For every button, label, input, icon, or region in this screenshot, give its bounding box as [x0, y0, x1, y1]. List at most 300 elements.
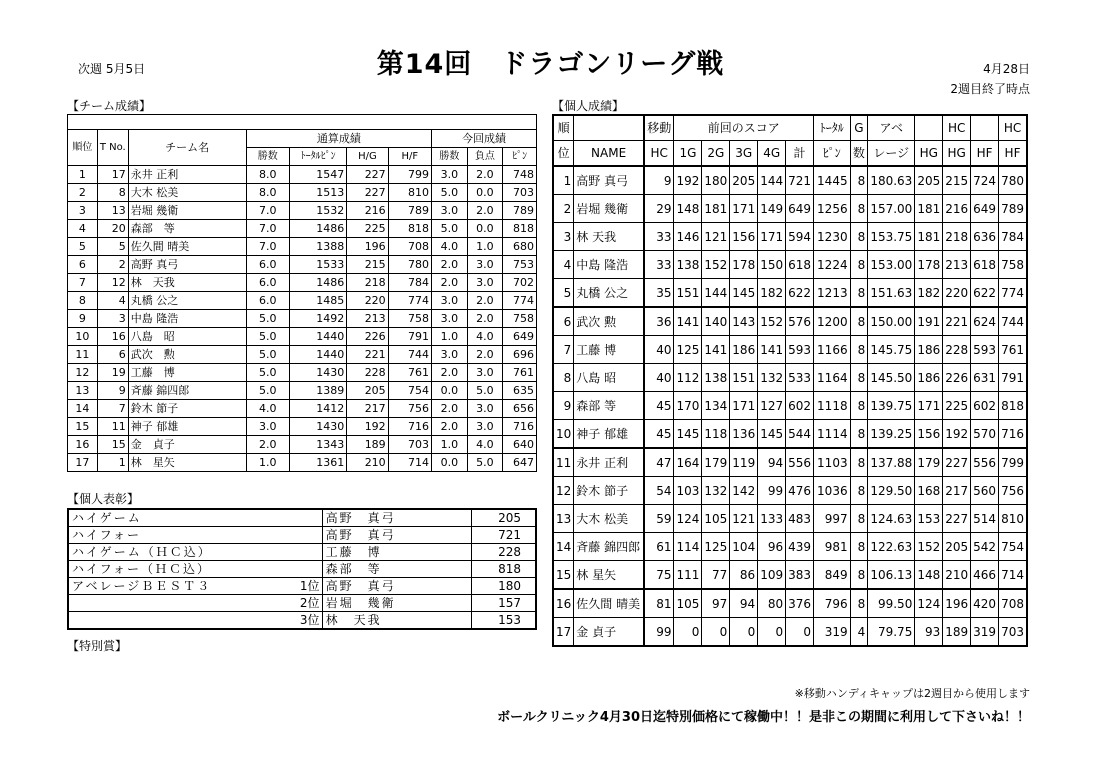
team-cell-l: 1.0: [467, 238, 503, 256]
indiv-cell-g4: 127: [758, 392, 786, 420]
indiv-cell-hchf: 714: [999, 561, 1027, 590]
indiv-row: [553, 618, 1027, 647]
indiv-cell-avg: 129.50: [868, 477, 915, 505]
team-cell-name: 金 貞子: [128, 436, 246, 454]
team-cell-no: 1: [97, 454, 128, 472]
team-cell-tp: 1343: [289, 436, 346, 454]
indiv-cell-hchf: 716: [999, 420, 1027, 449]
award-cell-pos: 1位: [282, 578, 322, 595]
col-hg-bot: HG: [915, 141, 943, 167]
indiv-cell-g2: 141: [702, 336, 730, 364]
col-avg-top: アベ: [868, 115, 915, 141]
indiv-cell-hchg: 189: [943, 618, 971, 647]
award-cell-cat: アベレージＢＥＳＴ３: [68, 578, 282, 595]
team-cell-name: 工藤 博: [128, 364, 246, 382]
indiv-cell-name: 神子 郁雄: [574, 420, 644, 449]
award-row: [68, 527, 536, 544]
team-cell-l: 2.0: [467, 346, 503, 364]
team-cell-rank: 8: [68, 292, 98, 310]
indiv-cell-name: 高野 真弓: [574, 166, 644, 195]
team-section-label: 【チーム成績】: [67, 99, 152, 113]
award-cell-pos: 2位: [282, 595, 322, 612]
team-row: [68, 274, 537, 292]
col-rank-bot: 位: [553, 141, 574, 167]
team-cell-name: 林 星矢: [128, 454, 246, 472]
team-cell-no: 9: [97, 382, 128, 400]
col-g3: 3G: [730, 141, 758, 167]
indiv-cell-sum: 721: [786, 166, 814, 195]
indiv-cell-g1: 112: [674, 364, 702, 392]
indiv-cell-name: 武次 勲: [574, 307, 644, 336]
award-cell-pos: 3位: [282, 612, 322, 630]
team-row: [68, 418, 537, 436]
indiv-cell-g4: 99: [758, 477, 786, 505]
indiv-cell-rank: 10: [553, 420, 574, 449]
indiv-cell-g2: 118: [702, 420, 730, 449]
team-cell-l: 0.0: [467, 184, 503, 202]
next-week-date: 次週 5月5日: [78, 62, 146, 76]
indiv-cell-g1: 0: [674, 618, 702, 647]
indiv-cell-sum: 544: [786, 420, 814, 449]
indiv-cell-games: 8: [850, 195, 868, 223]
team-cell-tp: 1389: [289, 382, 346, 400]
indiv-cell-g1: 111: [674, 561, 702, 590]
indiv-cell-hchf: 818: [999, 392, 1027, 420]
indiv-cell-hg: 156: [915, 420, 943, 449]
team-cell-p: 680: [503, 238, 537, 256]
indiv-cell-g2: 77: [702, 561, 730, 590]
col-hchg-top: HC: [943, 115, 971, 141]
indiv-cell-g1: 148: [674, 195, 702, 223]
team-row: [68, 202, 537, 220]
team-cell-hg: 217: [347, 400, 388, 418]
team-cell-name: 森部 等: [128, 220, 246, 238]
indiv-cell-sum: 622: [786, 279, 814, 308]
indiv-cell-hchg: 218: [943, 223, 971, 251]
col-wins-this: 勝数: [432, 148, 468, 166]
indiv-row: [553, 589, 1027, 618]
indiv-cell-games: 4: [850, 618, 868, 647]
indiv-cell-g3: 142: [730, 477, 758, 505]
col-g1: 1G: [674, 141, 702, 167]
team-cell-rank: 6: [68, 256, 98, 274]
indiv-cell-games: 8: [850, 279, 868, 308]
team-cell-w2: 5.0: [432, 184, 468, 202]
team-row: [68, 346, 537, 364]
promo-message: ボールクリニック4月30日迄特別価格にて稼働中！！是非この期間に利用して下さいね！！: [497, 710, 1030, 725]
team-cell-name: 大木 松美: [128, 184, 246, 202]
team-cell-hf: 799: [388, 166, 431, 184]
team-cell-w: 1.0: [246, 454, 289, 472]
col-team-name: チーム名: [128, 130, 246, 166]
indiv-cell-hchg: 210: [943, 561, 971, 590]
team-cell-l: 2.0: [467, 310, 503, 328]
col-name: NAME: [574, 141, 644, 167]
indiv-cell-g1: 170: [674, 392, 702, 420]
individual-standings-table: [552, 114, 1028, 647]
team-cell-hg: 213: [347, 310, 388, 328]
indiv-cell-hg: 186: [915, 336, 943, 364]
indiv-cell-hf: 570: [971, 420, 999, 449]
indiv-cell-g1: 145: [674, 420, 702, 449]
indiv-cell-hf: 560: [971, 477, 999, 505]
team-cell-hf: 818: [388, 220, 431, 238]
team-cell-no: 7: [97, 400, 128, 418]
team-cell-hg: 192: [347, 418, 388, 436]
indiv-cell-rank: 13: [553, 505, 574, 533]
indiv-cell-hg: 205: [915, 166, 943, 195]
team-cell-hg: 228: [347, 364, 388, 382]
indiv-cell-hc: 45: [644, 392, 674, 420]
col-losses: 負点: [467, 148, 503, 166]
team-cell-name: 八島 昭: [128, 328, 246, 346]
team-cell-tp: 1430: [289, 364, 346, 382]
indiv-cell-hchf: 774: [999, 279, 1027, 308]
indiv-cell-g2: 180: [702, 166, 730, 195]
team-row: [68, 328, 537, 346]
indiv-cell-g1: 151: [674, 279, 702, 308]
indiv-cell-hchf: 791: [999, 364, 1027, 392]
indiv-cell-g1: 125: [674, 336, 702, 364]
award-cell-val: 228: [471, 544, 536, 561]
indiv-cell-g3: 104: [730, 533, 758, 561]
col-hg: H/G: [347, 148, 388, 166]
indiv-cell-games: 8: [850, 223, 868, 251]
team-cell-l: 4.0: [467, 436, 503, 454]
team-cell-w2: 2.0: [432, 400, 468, 418]
indiv-cell-hg: 186: [915, 364, 943, 392]
team-row: [68, 454, 537, 472]
team-cell-p: 753: [503, 256, 537, 274]
team-cell-rank: 17: [68, 454, 98, 472]
team-cell-no: 16: [97, 328, 128, 346]
indiv-cell-hchf: 761: [999, 336, 1027, 364]
indiv-cell-hchg: 192: [943, 420, 971, 449]
indiv-cell-avg: 153.75: [868, 223, 915, 251]
award-cell-val: 205: [471, 509, 536, 527]
indiv-cell-hg: 178: [915, 251, 943, 279]
award-cell-cat: ハイゲーム: [68, 509, 282, 527]
award-cell-cat: ハイフォー: [68, 527, 282, 544]
indiv-cell-name: 斉藤 錦四郎: [574, 533, 644, 561]
indiv-cell-g2: 140: [702, 307, 730, 336]
indiv-cell-hg: 181: [915, 195, 943, 223]
col-hf: H/F: [388, 148, 431, 166]
team-cell-no: 6: [97, 346, 128, 364]
indiv-cell-hchf: 810: [999, 505, 1027, 533]
team-cell-tp: 1430: [289, 418, 346, 436]
indiv-cell-g3: 86: [730, 561, 758, 590]
indiv-cell-g2: 0: [702, 618, 730, 647]
indiv-cell-avg: 157.00: [868, 195, 915, 223]
indiv-cell-avg: 153.00: [868, 251, 915, 279]
indiv-cell-g4: 171: [758, 223, 786, 251]
indiv-cell-total: 1118: [814, 392, 851, 420]
team-cell-l: 3.0: [467, 274, 503, 292]
indiv-cell-games: 8: [850, 307, 868, 336]
indiv-cell-g4: 94: [758, 448, 786, 477]
team-cell-p: 716: [503, 418, 537, 436]
indiv-cell-hchf: 744: [999, 307, 1027, 336]
team-cell-rank: 2: [68, 184, 98, 202]
indiv-cell-total: 1164: [814, 364, 851, 392]
team-cell-l: 5.0: [467, 382, 503, 400]
indiv-cell-avg: 180.63: [868, 166, 915, 195]
team-cell-name: 岩堀 幾衛: [128, 202, 246, 220]
indiv-cell-sum: 376: [786, 589, 814, 618]
team-cell-hg: 215: [347, 256, 388, 274]
col-group-this-time: 今回成績: [432, 130, 537, 148]
team-cell-rank: 3: [68, 202, 98, 220]
team-cell-no: 8: [97, 184, 128, 202]
indiv-row: [553, 420, 1027, 449]
indiv-row: [553, 336, 1027, 364]
team-cell-no: 17: [97, 166, 128, 184]
indiv-cell-rank: 7: [553, 336, 574, 364]
indiv-cell-hg: 179: [915, 448, 943, 477]
team-cell-p: 748: [503, 166, 537, 184]
team-cell-tp: 1440: [289, 346, 346, 364]
indiv-cell-rank: 9: [553, 392, 574, 420]
indiv-cell-hg: 148: [915, 561, 943, 590]
report-status: 2週目終了時点: [950, 82, 1030, 96]
indiv-cell-name: 丸橋 公之: [574, 279, 644, 308]
team-cell-rank: 1: [68, 166, 98, 184]
indiv-cell-hf: 556: [971, 448, 999, 477]
indiv-cell-hf: 466: [971, 561, 999, 590]
indiv-cell-hc: 59: [644, 505, 674, 533]
team-cell-w: 3.0: [246, 418, 289, 436]
indiv-cell-hchf: 789: [999, 195, 1027, 223]
team-cell-name: 永井 正利: [128, 166, 246, 184]
team-cell-p: 635: [503, 382, 537, 400]
team-row: [68, 400, 537, 418]
col-g2: 2G: [702, 141, 730, 167]
team-cell-rank: 13: [68, 382, 98, 400]
team-cell-tp: 1492: [289, 310, 346, 328]
indiv-cell-rank: 11: [553, 448, 574, 477]
team-cell-rank: 16: [68, 436, 98, 454]
indiv-cell-rank: 12: [553, 477, 574, 505]
team-cell-tp: 1440: [289, 328, 346, 346]
team-row: [68, 184, 537, 202]
indiv-cell-total: 319: [814, 618, 851, 647]
indiv-cell-sum: 593: [786, 336, 814, 364]
indiv-cell-hchf: 754: [999, 533, 1027, 561]
col-rank-top: 順: [553, 115, 574, 141]
team-cell-hf: 716: [388, 418, 431, 436]
indiv-cell-avg: 106.13: [868, 561, 915, 590]
indiv-cell-g3: 178: [730, 251, 758, 279]
indiv-cell-total: 1114: [814, 420, 851, 449]
indiv-cell-hf: 514: [971, 505, 999, 533]
team-cell-p: 696: [503, 346, 537, 364]
indiv-cell-g4: 145: [758, 420, 786, 449]
team-cell-rank: 14: [68, 400, 98, 418]
indiv-cell-hchf: 799: [999, 448, 1027, 477]
team-cell-no: 2: [97, 256, 128, 274]
indiv-cell-hc: 33: [644, 223, 674, 251]
team-cell-w2: 3.0: [432, 202, 468, 220]
team-cell-p: 761: [503, 364, 537, 382]
indiv-cell-rank: 6: [553, 307, 574, 336]
team-cell-hg: 196: [347, 238, 388, 256]
indiv-cell-games: 8: [850, 364, 868, 392]
indiv-cell-rank: 15: [553, 561, 574, 590]
team-cell-name: 鈴木 節子: [128, 400, 246, 418]
indiv-cell-games: 8: [850, 392, 868, 420]
indiv-cell-sum: 602: [786, 392, 814, 420]
indiv-cell-rank: 4: [553, 251, 574, 279]
indiv-cell-g3: 143: [730, 307, 758, 336]
indiv-cell-total: 1200: [814, 307, 851, 336]
award-cell-val: 818: [471, 561, 536, 578]
team-cell-w: 8.0: [246, 166, 289, 184]
indiv-cell-hg: 152: [915, 533, 943, 561]
awards-table: [67, 508, 537, 630]
indiv-cell-total: 849: [814, 561, 851, 590]
indiv-cell-games: 8: [850, 420, 868, 449]
indiv-cell-games: 8: [850, 533, 868, 561]
special-award-label: 【特別賞】: [67, 639, 128, 653]
team-cell-w2: 0.0: [432, 454, 468, 472]
team-cell-tp: 1547: [289, 166, 346, 184]
team-cell-p: 789: [503, 202, 537, 220]
team-cell-p: 640: [503, 436, 537, 454]
indiv-cell-g3: 0: [730, 618, 758, 647]
indiv-row: [553, 477, 1027, 505]
team-cell-w: 6.0: [246, 292, 289, 310]
indiv-cell-g4: 0: [758, 618, 786, 647]
indiv-cell-avg: 145.75: [868, 336, 915, 364]
team-cell-tp: 1533: [289, 256, 346, 274]
team-cell-w: 5.0: [246, 364, 289, 382]
team-cell-w2: 1.0: [432, 436, 468, 454]
award-cell-pos: [282, 509, 322, 527]
col-games-top: G: [850, 115, 868, 141]
indiv-cell-g4: 141: [758, 336, 786, 364]
indiv-cell-g4: 182: [758, 279, 786, 308]
handicap-note: ※移動ハンディキャップは2週目から使用します: [794, 687, 1030, 700]
award-cell-val: 180: [471, 578, 536, 595]
indiv-cell-total: 1224: [814, 251, 851, 279]
indiv-cell-sum: 576: [786, 307, 814, 336]
team-cell-name: 高野 真弓: [128, 256, 246, 274]
indiv-cell-sum: 556: [786, 448, 814, 477]
indiv-row: [553, 166, 1027, 195]
indiv-cell-g2: 144: [702, 279, 730, 308]
col-prev-scores: 前回のスコア: [674, 115, 814, 141]
indiv-cell-rank: 1: [553, 166, 574, 195]
team-cell-no: 4: [97, 292, 128, 310]
award-row: [68, 509, 536, 527]
team-cell-rank: 9: [68, 310, 98, 328]
team-cell-hf: 714: [388, 454, 431, 472]
team-cell-tp: 1361: [289, 454, 346, 472]
indiv-cell-hc: 40: [644, 336, 674, 364]
indiv-cell-avg: 139.75: [868, 392, 915, 420]
team-cell-w2: 2.0: [432, 364, 468, 382]
indiv-cell-hchg: 221: [943, 307, 971, 336]
team-cell-w: 7.0: [246, 202, 289, 220]
award-cell-pos: [282, 561, 322, 578]
indiv-cell-name: 大木 松美: [574, 505, 644, 533]
indiv-cell-rank: 2: [553, 195, 574, 223]
team-cell-hf: 744: [388, 346, 431, 364]
award-row: [68, 595, 536, 612]
indiv-cell-hc: 45: [644, 420, 674, 449]
indiv-cell-hf: 636: [971, 223, 999, 251]
team-cell-w: 2.0: [246, 436, 289, 454]
indiv-cell-sum: 0: [786, 618, 814, 647]
team-row: [68, 256, 537, 274]
col-wins: 勝数: [246, 148, 289, 166]
team-cell-l: 2.0: [467, 166, 503, 184]
team-cell-w: 7.0: [246, 220, 289, 238]
indiv-cell-rank: 16: [553, 589, 574, 618]
indiv-cell-name: 鈴木 節子: [574, 477, 644, 505]
award-cell-cat: ハイフォー（ＨＣ込）: [68, 561, 282, 578]
team-cell-w2: 3.0: [432, 166, 468, 184]
indiv-cell-g3: 171: [730, 195, 758, 223]
indiv-cell-games: 8: [850, 336, 868, 364]
col-pins: ﾋﾟﾝ: [503, 148, 537, 166]
indiv-cell-g4: 132: [758, 364, 786, 392]
award-cell-name: 林 天我: [322, 612, 471, 630]
indiv-cell-hg: 181: [915, 223, 943, 251]
indiv-cell-hchg: 225: [943, 392, 971, 420]
team-cell-no: 12: [97, 274, 128, 292]
indiv-cell-hchf: 756: [999, 477, 1027, 505]
team-cell-w: 5.0: [246, 328, 289, 346]
indiv-cell-hchg: 227: [943, 505, 971, 533]
indiv-cell-hchf: 758: [999, 251, 1027, 279]
indiv-cell-total: 796: [814, 589, 851, 618]
indiv-row: [553, 195, 1027, 223]
indiv-cell-total: 1213: [814, 279, 851, 308]
indiv-cell-g2: 105: [702, 505, 730, 533]
indiv-cell-g3: 151: [730, 364, 758, 392]
indiv-cell-name: 林 星矢: [574, 561, 644, 590]
col-hchf-top: HC: [999, 115, 1027, 141]
indiv-cell-g1: 138: [674, 251, 702, 279]
indiv-cell-hchf: 784: [999, 223, 1027, 251]
indiv-cell-total: 1036: [814, 477, 851, 505]
indiv-cell-games: 8: [850, 589, 868, 618]
indiv-cell-sum: 594: [786, 223, 814, 251]
indiv-cell-hg: 153: [915, 505, 943, 533]
award-row: [68, 561, 536, 578]
indiv-cell-g3: 171: [730, 392, 758, 420]
indiv-cell-avg: 145.50: [868, 364, 915, 392]
indiv-row: [553, 223, 1027, 251]
team-cell-p: 818: [503, 220, 537, 238]
team-cell-name: 林 天我: [128, 274, 246, 292]
indiv-cell-rank: 3: [553, 223, 574, 251]
indiv-cell-g2: 121: [702, 223, 730, 251]
indiv-row: [553, 533, 1027, 561]
team-row: [68, 436, 537, 454]
indiv-cell-g2: 125: [702, 533, 730, 561]
indiv-cell-g3: 136: [730, 420, 758, 449]
indiv-cell-hchf: 780: [999, 166, 1027, 195]
col-sum: 計: [786, 141, 814, 167]
team-cell-hf: 754: [388, 382, 431, 400]
team-cell-hg: 189: [347, 436, 388, 454]
team-cell-l: 5.0: [467, 454, 503, 472]
indiv-row: [553, 561, 1027, 590]
team-cell-rank: 7: [68, 274, 98, 292]
